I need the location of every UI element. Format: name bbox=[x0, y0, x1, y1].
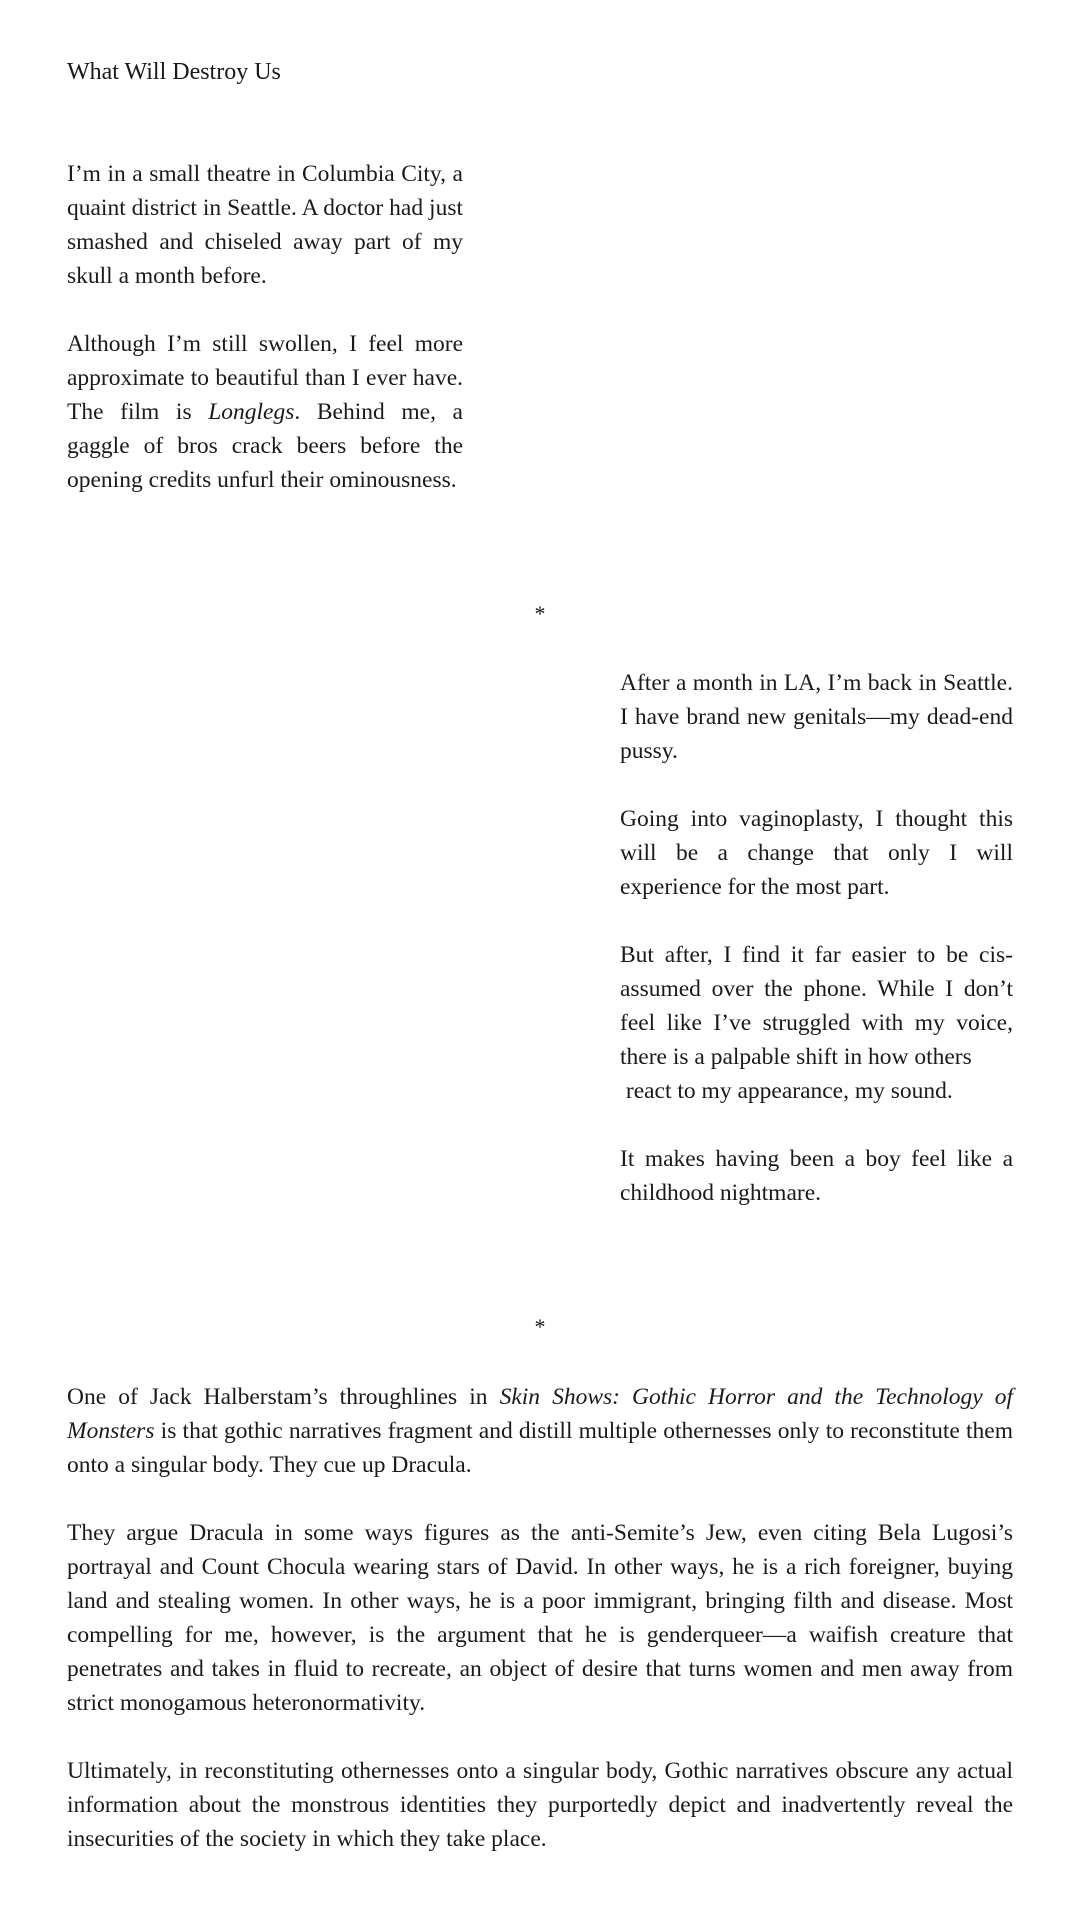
section-theatre bbox=[67, 157, 463, 497]
paragraph: Going into vaginoplasty, I thought this will be a change that only I will experience for the most part. bbox=[620, 806, 1013, 900]
paragraph bbox=[67, 327, 463, 497]
section-separator: * bbox=[534, 601, 546, 626]
paragraph: I’m in a small theatre in Columbia City, a quaint district in Seattle. A doctor had just smashed and chiseled away part of my skull a month before. bbox=[67, 161, 463, 289]
section-gothic bbox=[67, 1380, 1013, 1856]
paragraph-text: But after, I find it far easier to be cis-assumed over the phone. While I don’t feel like I’ve struggled with my voice, there is a palpable shift in how others bbox=[620, 942, 1013, 1070]
paragraph: They argue Dracula in some ways figures as the anti-Semite’s Jew, even citing Bela Lugosi’s portrayal and Count Chocula wearing stars of David. In other ways, he is a rich foreigner, buying land and stealing women. In other ways, he is a poor immigrant, bringing filth and disease. Most compelling for me, however, is the argument that he is genderqueer—a waifish creature that penetrates and takes in fluid to recreate, an object of desire that turns women and men away from strict monogamous heteronormativity. bbox=[67, 1520, 1013, 1716]
paragraph-text: . Behind me, a gaggle of bros crack beers before the opening credits unfurl their ominousness. bbox=[67, 399, 463, 493]
paragraph bbox=[67, 1380, 1013, 1482]
page-title: What Will Destroy Us bbox=[67, 59, 281, 85]
film-title: Longlegs bbox=[208, 399, 295, 425]
book-title: Skin Shows: Gothic Horror and the Technology of Monsters bbox=[67, 1384, 1013, 1444]
paragraph bbox=[620, 938, 1013, 1108]
paragraph-text: is that gothic narratives fragment and distill multiple othernesses only to reconstitute them onto a singular body. They cue up Dracula. bbox=[67, 1418, 1013, 1478]
paragraph: Ultimately, in reconstituting othernesses onto a singular body, Gothic narratives obscure any actual information about the monstrous identities they purportedly depict and inadvertently reveal the insecurities of the society in which they take place. bbox=[67, 1758, 1013, 1852]
paragraph-text: react to my appearance, my sound. bbox=[620, 1078, 953, 1104]
paragraph: It makes having been a boy feel like a childhood nightmare. bbox=[620, 1146, 1013, 1206]
section-separator: * bbox=[534, 1314, 546, 1339]
paragraph-text: Although I’m still swollen, I feel more approximate to beautiful than I ever have. The film is bbox=[67, 331, 463, 425]
section-seattle bbox=[620, 666, 1013, 1210]
paragraph: After a month in LA, I’m back in Seattle. I have brand new genitals—my dead-end pussy. bbox=[620, 670, 1013, 764]
paragraph-text: One of Jack Halberstam’s throughlines in bbox=[67, 1384, 500, 1410]
